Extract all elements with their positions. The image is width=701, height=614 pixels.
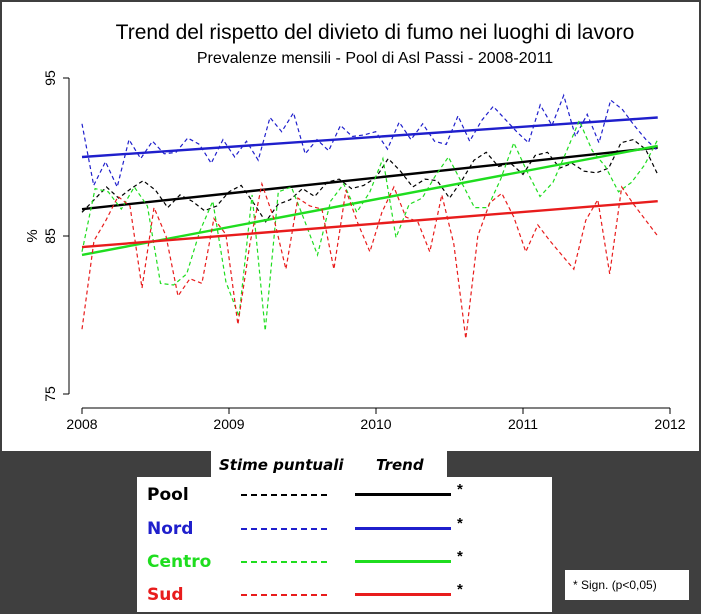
y-tick-label: 75 — [42, 386, 58, 402]
y-tick-label: 95 — [42, 70, 58, 86]
y-axis-label: % — [24, 229, 41, 243]
legend-dashed-swatch — [241, 494, 327, 496]
x-tick-label: 2009 — [213, 416, 245, 432]
legend-name: Centro — [147, 552, 212, 572]
legend-name: Nord — [147, 519, 194, 539]
significance-star: * — [457, 481, 463, 498]
chart-panel — [2, 2, 699, 451]
significance-note: * Sign. (p<0,05) — [573, 578, 657, 592]
legend-entry-nord — [137, 511, 552, 545]
plot-area — [82, 95, 658, 338]
legend-dashed-swatch — [241, 528, 327, 530]
legend-header-points: Stime puntuali — [219, 456, 344, 474]
significance-star: * — [457, 581, 463, 598]
legend-dashed-swatch — [241, 561, 327, 563]
series-sud-trend — [82, 201, 658, 247]
legend-entry-sud — [137, 577, 552, 611]
series-nord-trend — [82, 118, 658, 158]
significance-note-box — [565, 570, 689, 600]
legend — [137, 477, 552, 612]
axes — [24, 70, 686, 432]
y-tick-label: 85 — [42, 228, 58, 244]
significance-star: * — [457, 515, 463, 532]
legend-header-trend: Trend — [376, 456, 424, 474]
legend-entry-pool — [137, 477, 552, 511]
legend-dashed-swatch — [241, 594, 327, 596]
x-tick-label: 2012 — [654, 416, 686, 432]
legend-solid-swatch — [355, 560, 451, 563]
legend-name: Pool — [147, 485, 189, 505]
legend-solid-swatch — [355, 593, 451, 596]
x-tick-label: 2011 — [507, 416, 539, 432]
x-tick-label: 2008 — [66, 416, 98, 432]
legend-solid-swatch — [355, 527, 451, 530]
legend-name: Sud — [147, 585, 184, 605]
chart-title: Trend del rispetto del divieto di fumo nei luoghi di lavoro — [115, 21, 635, 44]
chart-subtitle: Prevalenze mensili - Pool di Asl Passi - 2008-2011 — [196, 50, 554, 67]
chart-svg — [2, 2, 699, 451]
x-tick-label: 2010 — [360, 416, 392, 432]
legend-solid-swatch — [355, 493, 451, 496]
significance-star: * — [457, 548, 463, 565]
legend-entry-centro — [137, 544, 552, 578]
